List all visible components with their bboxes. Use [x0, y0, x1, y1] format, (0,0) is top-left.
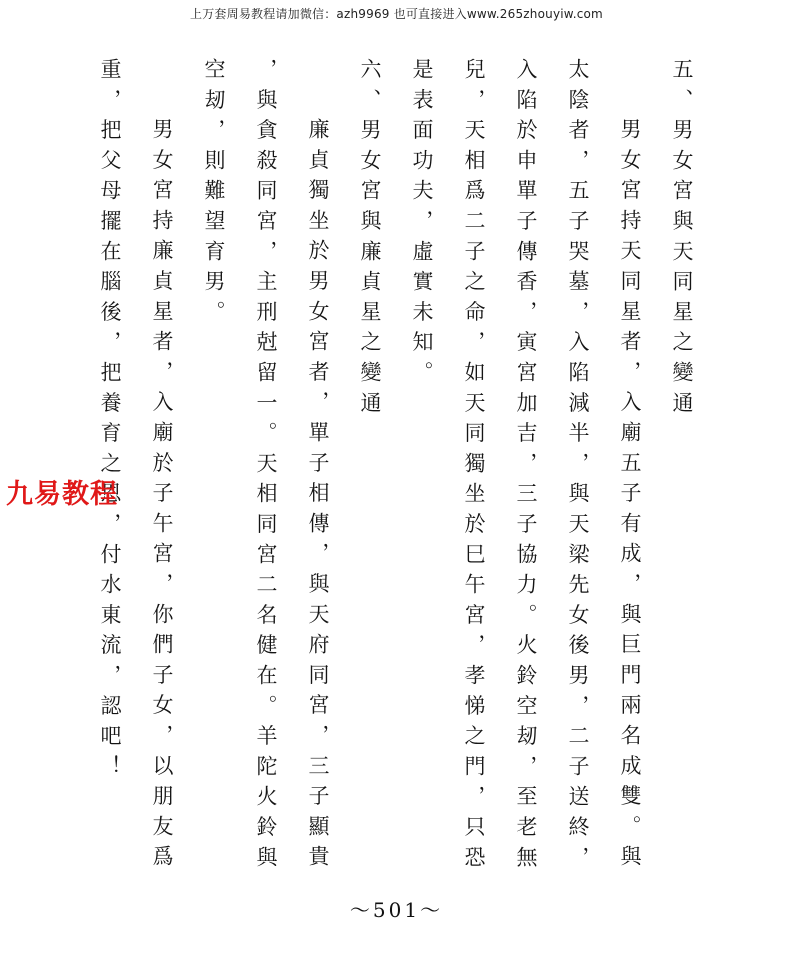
text-column-11: 男女宮持廉貞星者，入廟於子午宮，你們子女，以朋友爲 — [150, 118, 174, 876]
page-number: ～501～ — [349, 898, 444, 922]
text-column-7: 六、男女宮與廉貞星之變通 — [358, 58, 382, 422]
page-header: 上万套周易教程请加微信：azh9969 也可直接进入www.265zhouyiw.com — [190, 7, 603, 21]
watermark-logo: 九易教程 — [6, 479, 118, 510]
text-column-1: 五、男女宮與天同星之變通 — [670, 58, 694, 422]
text-column-5: 兒，天相爲二子之命，如天同獨坐於巳午宮，孝悌之門，只恐 — [462, 58, 486, 877]
text-column-8: 廉貞獨坐於男女宮者，單子相傳，與天府同宮，三子顯貴 — [306, 118, 330, 876]
text-column-3: 太陰者，五子哭墓，入陷減半，與天梁先女後男，二子送終， — [566, 58, 590, 877]
text-column-9: ，與貪殺同宮，主刑尅留一。天相同宮二名健在。羊陀火鈴與 — [254, 58, 278, 877]
text-column-2: 男女宮持天同星者，入廟五子有成，與巨門兩名成雙。與 — [618, 118, 642, 876]
text-column-12: 重，把父母擺在腦後，把養育之恩，付水東流，認吧！ — [98, 58, 122, 786]
text-column-10: 空刼，則難望育男。 — [202, 58, 226, 331]
text-column-4: 入陷於申單子傳香，寅宮加吉，三子協力。火鈴空刼，至老無 — [514, 58, 538, 877]
text-column-6: 是表面功夫，虛實未知。 — [410, 58, 434, 392]
